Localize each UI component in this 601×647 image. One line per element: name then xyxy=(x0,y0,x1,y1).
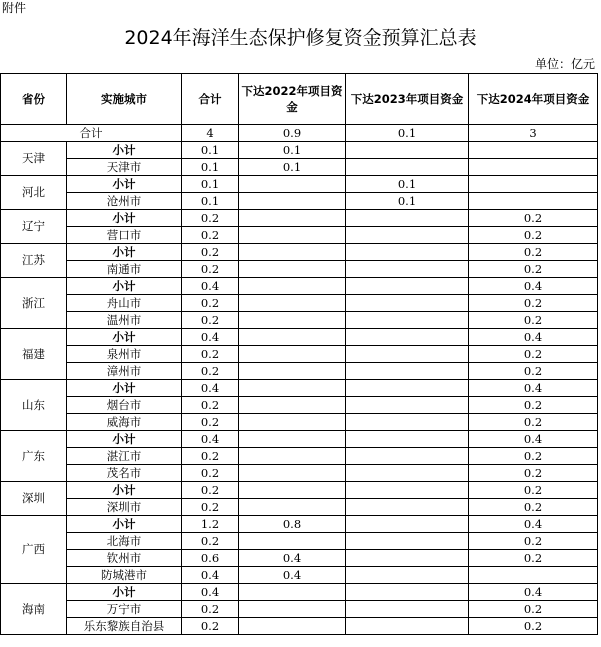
table-row xyxy=(1,193,598,210)
city-cell: 深圳市 xyxy=(67,499,182,516)
total-cell: 0.2 xyxy=(182,618,239,635)
fund-2023-cell xyxy=(346,601,469,618)
total-cell: 0.2 xyxy=(182,295,239,312)
fund-2024-cell: 0.4 xyxy=(469,278,598,295)
unit-label: 单位：亿元 xyxy=(534,57,595,71)
fund-2022-cell xyxy=(239,346,346,363)
fund-2022-cell xyxy=(239,618,346,635)
table-row xyxy=(1,312,598,329)
fund-2022-cell: 0.1 xyxy=(239,159,346,176)
fund-2024-cell xyxy=(469,142,598,159)
fund-2023-cell xyxy=(346,261,469,278)
fund-2022-cell xyxy=(239,601,346,618)
header-province: 省份 xyxy=(1,74,67,125)
table-row xyxy=(1,346,598,363)
fund-2024-cell: 0.2 xyxy=(469,482,598,499)
fund-2024-cell: 0.2 xyxy=(469,550,598,567)
table-row xyxy=(1,380,598,397)
fund-2023-cell xyxy=(346,227,469,244)
total-cell: 0.2 xyxy=(182,312,239,329)
total-cell: 0.2 xyxy=(182,346,239,363)
table-row xyxy=(1,244,598,261)
total-cell: 0.2 xyxy=(182,261,239,278)
total-cell: 0.2 xyxy=(182,482,239,499)
city-cell: 小计 xyxy=(67,176,182,193)
fund-2022-cell: 0.1 xyxy=(239,142,346,159)
fund-2022-cell xyxy=(239,397,346,414)
city-cell: 北海市 xyxy=(67,533,182,550)
province-cell: 浙江 xyxy=(1,278,67,329)
table-row xyxy=(1,482,598,499)
table-row xyxy=(1,584,598,601)
fund-2024-cell xyxy=(469,159,598,176)
table-row xyxy=(1,618,598,635)
city-cell: 营口市 xyxy=(67,227,182,244)
fund-2023-cell xyxy=(346,584,469,601)
city-cell: 万宁市 xyxy=(67,601,182,618)
total-cell: 0.2 xyxy=(182,397,239,414)
fund-2022-cell xyxy=(239,227,346,244)
province-cell: 江苏 xyxy=(1,244,67,278)
fund-2024-cell: 0.2 xyxy=(469,261,598,278)
fund-2024-cell xyxy=(469,567,598,584)
total-cell: 0.1 xyxy=(182,193,239,210)
total-cell: 0.2 xyxy=(182,210,239,227)
city-cell: 小计 xyxy=(67,482,182,499)
header-fund-2022: 下达2022年项目资金 xyxy=(239,74,346,125)
total-cell: 0.2 xyxy=(182,414,239,431)
fund-2023-cell xyxy=(346,499,469,516)
fund-2022-cell xyxy=(239,414,346,431)
city-cell: 防城港市 xyxy=(67,567,182,584)
grand-total-label: 合计 xyxy=(1,125,182,142)
fund-2022-cell xyxy=(239,295,346,312)
fund-2023-cell xyxy=(346,312,469,329)
fund-2024-cell: 0.4 xyxy=(469,329,598,346)
fund-2023-cell xyxy=(346,465,469,482)
table-row xyxy=(1,448,598,465)
fund-2024-cell: 0.4 xyxy=(469,380,598,397)
fund-2024-cell: 0.4 xyxy=(469,584,598,601)
total-cell: 0.6 xyxy=(182,550,239,567)
table-row xyxy=(1,329,598,346)
province-cell: 天津 xyxy=(1,142,67,176)
table-row xyxy=(1,414,598,431)
fund-2024-cell: 0.2 xyxy=(469,244,598,261)
city-cell: 小计 xyxy=(67,584,182,601)
fund-2022-cell xyxy=(239,482,346,499)
fund-2024-cell: 0.2 xyxy=(469,601,598,618)
fund-2022-cell xyxy=(239,584,346,601)
fund-2022-cell: 0.8 xyxy=(239,516,346,533)
total-cell: 0.4 xyxy=(182,380,239,397)
fund-2024-cell: 0.2 xyxy=(469,312,598,329)
table-row xyxy=(1,142,598,159)
total-cell: 0.4 xyxy=(182,278,239,295)
total-cell: 0.4 xyxy=(182,329,239,346)
total-cell: 0.2 xyxy=(182,465,239,482)
fund-2023-cell xyxy=(346,448,469,465)
header-total: 合计 xyxy=(182,74,239,125)
city-cell: 温州市 xyxy=(67,312,182,329)
province-cell: 海南 xyxy=(1,584,67,635)
header-fund-2023: 下达2023年项目资金 xyxy=(346,74,469,125)
header-city: 实施城市 xyxy=(67,74,182,125)
fund-2024-cell: 0.2 xyxy=(469,448,598,465)
total-cell: 0.2 xyxy=(182,227,239,244)
grand-total-total: 4 xyxy=(182,125,239,142)
fund-2022-cell xyxy=(239,244,346,261)
fund-2024-cell: 0.2 xyxy=(469,295,598,312)
city-cell: 小计 xyxy=(67,329,182,346)
fund-2023-cell xyxy=(346,567,469,584)
province-cell: 辽宁 xyxy=(1,210,67,244)
fund-2024-cell: 0.2 xyxy=(469,414,598,431)
city-cell: 茂名市 xyxy=(67,465,182,482)
grand-total-2022: 0.9 xyxy=(239,125,346,142)
fund-2023-cell xyxy=(346,380,469,397)
total-cell: 1.2 xyxy=(182,516,239,533)
fund-2024-cell xyxy=(469,176,598,193)
fund-2023-cell xyxy=(346,414,469,431)
city-cell: 天津市 xyxy=(67,159,182,176)
table-row xyxy=(1,567,598,584)
province-cell: 福建 xyxy=(1,329,67,380)
city-cell: 小计 xyxy=(67,380,182,397)
total-cell: 0.2 xyxy=(182,244,239,261)
table-row xyxy=(1,159,598,176)
total-cell: 0.4 xyxy=(182,584,239,601)
budget-table xyxy=(0,73,598,635)
table-row xyxy=(1,295,598,312)
table-row xyxy=(1,278,598,295)
header-fund-2024: 下达2024年项目资金 xyxy=(469,74,598,125)
fund-2023-cell xyxy=(346,210,469,227)
fund-2024-cell: 0.2 xyxy=(469,533,598,550)
province-cell: 广西 xyxy=(1,516,67,584)
city-cell: 沧州市 xyxy=(67,193,182,210)
fund-2023-cell: 0.1 xyxy=(346,176,469,193)
total-cell: 0.1 xyxy=(182,142,239,159)
total-cell: 0.2 xyxy=(182,448,239,465)
fund-2022-cell xyxy=(239,329,346,346)
fund-2023-cell xyxy=(346,278,469,295)
fund-2023-cell xyxy=(346,159,469,176)
attachment-label: 附件 xyxy=(2,1,27,15)
total-cell: 0.2 xyxy=(182,533,239,550)
city-cell: 小计 xyxy=(67,210,182,227)
city-cell: 舟山市 xyxy=(67,295,182,312)
city-cell: 湛江市 xyxy=(67,448,182,465)
fund-2022-cell xyxy=(239,499,346,516)
fund-2023-cell xyxy=(346,516,469,533)
table-row xyxy=(1,363,598,380)
fund-2023-cell xyxy=(346,329,469,346)
fund-2023-cell: 0.1 xyxy=(346,193,469,210)
city-cell: 小计 xyxy=(67,142,182,159)
city-cell: 烟台市 xyxy=(67,397,182,414)
total-cell: 0.2 xyxy=(182,363,239,380)
table-row xyxy=(1,431,598,448)
table-row xyxy=(1,601,598,618)
fund-2023-cell xyxy=(346,618,469,635)
fund-2023-cell xyxy=(346,533,469,550)
fund-2022-cell xyxy=(239,363,346,380)
fund-2024-cell: 0.2 xyxy=(469,210,598,227)
fund-2024-cell xyxy=(469,193,598,210)
table-row xyxy=(1,465,598,482)
fund-2022-cell xyxy=(239,380,346,397)
fund-2023-cell xyxy=(346,346,469,363)
grand-total-row xyxy=(1,125,598,142)
table-row xyxy=(1,210,598,227)
fund-2022-cell xyxy=(239,210,346,227)
fund-2022-cell xyxy=(239,278,346,295)
fund-2022-cell xyxy=(239,448,346,465)
fund-2022-cell xyxy=(239,176,346,193)
fund-2022-cell: 0.4 xyxy=(239,550,346,567)
fund-2023-cell xyxy=(346,295,469,312)
table-row xyxy=(1,516,598,533)
page-title: 2024年海洋生态保护修复资金预算汇总表 xyxy=(124,27,477,49)
city-cell: 威海市 xyxy=(67,414,182,431)
fund-2022-cell xyxy=(239,261,346,278)
total-cell: 0.1 xyxy=(182,176,239,193)
city-cell: 南通市 xyxy=(67,261,182,278)
province-cell: 广东 xyxy=(1,431,67,482)
province-cell: 山东 xyxy=(1,380,67,431)
grand-total-2023: 0.1 xyxy=(346,125,469,142)
fund-2023-cell xyxy=(346,550,469,567)
fund-2022-cell xyxy=(239,465,346,482)
total-cell: 0.1 xyxy=(182,159,239,176)
table-row xyxy=(1,176,598,193)
table-row xyxy=(1,397,598,414)
province-cell: 河北 xyxy=(1,176,67,210)
table-row xyxy=(1,533,598,550)
city-cell: 小计 xyxy=(67,244,182,261)
city-cell: 乐东黎族自治县 xyxy=(67,618,182,635)
city-cell: 泉州市 xyxy=(67,346,182,363)
fund-2023-cell xyxy=(346,431,469,448)
fund-2022-cell xyxy=(239,533,346,550)
fund-2024-cell: 0.2 xyxy=(469,363,598,380)
grand-total-2024: 3 xyxy=(469,125,598,142)
fund-2024-cell: 0.2 xyxy=(469,227,598,244)
fund-2022-cell xyxy=(239,193,346,210)
fund-2023-cell xyxy=(346,363,469,380)
fund-2024-cell: 0.2 xyxy=(469,397,598,414)
fund-2022-cell: 0.4 xyxy=(239,567,346,584)
city-cell: 钦州市 xyxy=(67,550,182,567)
fund-2022-cell xyxy=(239,312,346,329)
table-row xyxy=(1,499,598,516)
fund-2022-cell xyxy=(239,431,346,448)
table-row xyxy=(1,550,598,567)
table-row xyxy=(1,227,598,244)
fund-2023-cell xyxy=(346,397,469,414)
fund-2024-cell: 0.2 xyxy=(469,346,598,363)
fund-2024-cell: 0.2 xyxy=(469,465,598,482)
fund-2023-cell xyxy=(346,482,469,499)
fund-2023-cell xyxy=(346,142,469,159)
total-cell: 0.4 xyxy=(182,567,239,584)
city-cell: 小计 xyxy=(67,516,182,533)
fund-2024-cell: 0.2 xyxy=(469,618,598,635)
table-row xyxy=(1,261,598,278)
total-cell: 0.2 xyxy=(182,601,239,618)
fund-2024-cell: 0.4 xyxy=(469,431,598,448)
total-cell: 0.2 xyxy=(182,499,239,516)
city-cell: 漳州市 xyxy=(67,363,182,380)
table-header-row xyxy=(1,74,598,125)
fund-2024-cell: 0.4 xyxy=(469,516,598,533)
city-cell: 小计 xyxy=(67,278,182,295)
city-cell: 小计 xyxy=(67,431,182,448)
province-cell: 深圳 xyxy=(1,482,67,516)
fund-2023-cell xyxy=(346,244,469,261)
total-cell: 0.4 xyxy=(182,431,239,448)
fund-2024-cell: 0.2 xyxy=(469,499,598,516)
